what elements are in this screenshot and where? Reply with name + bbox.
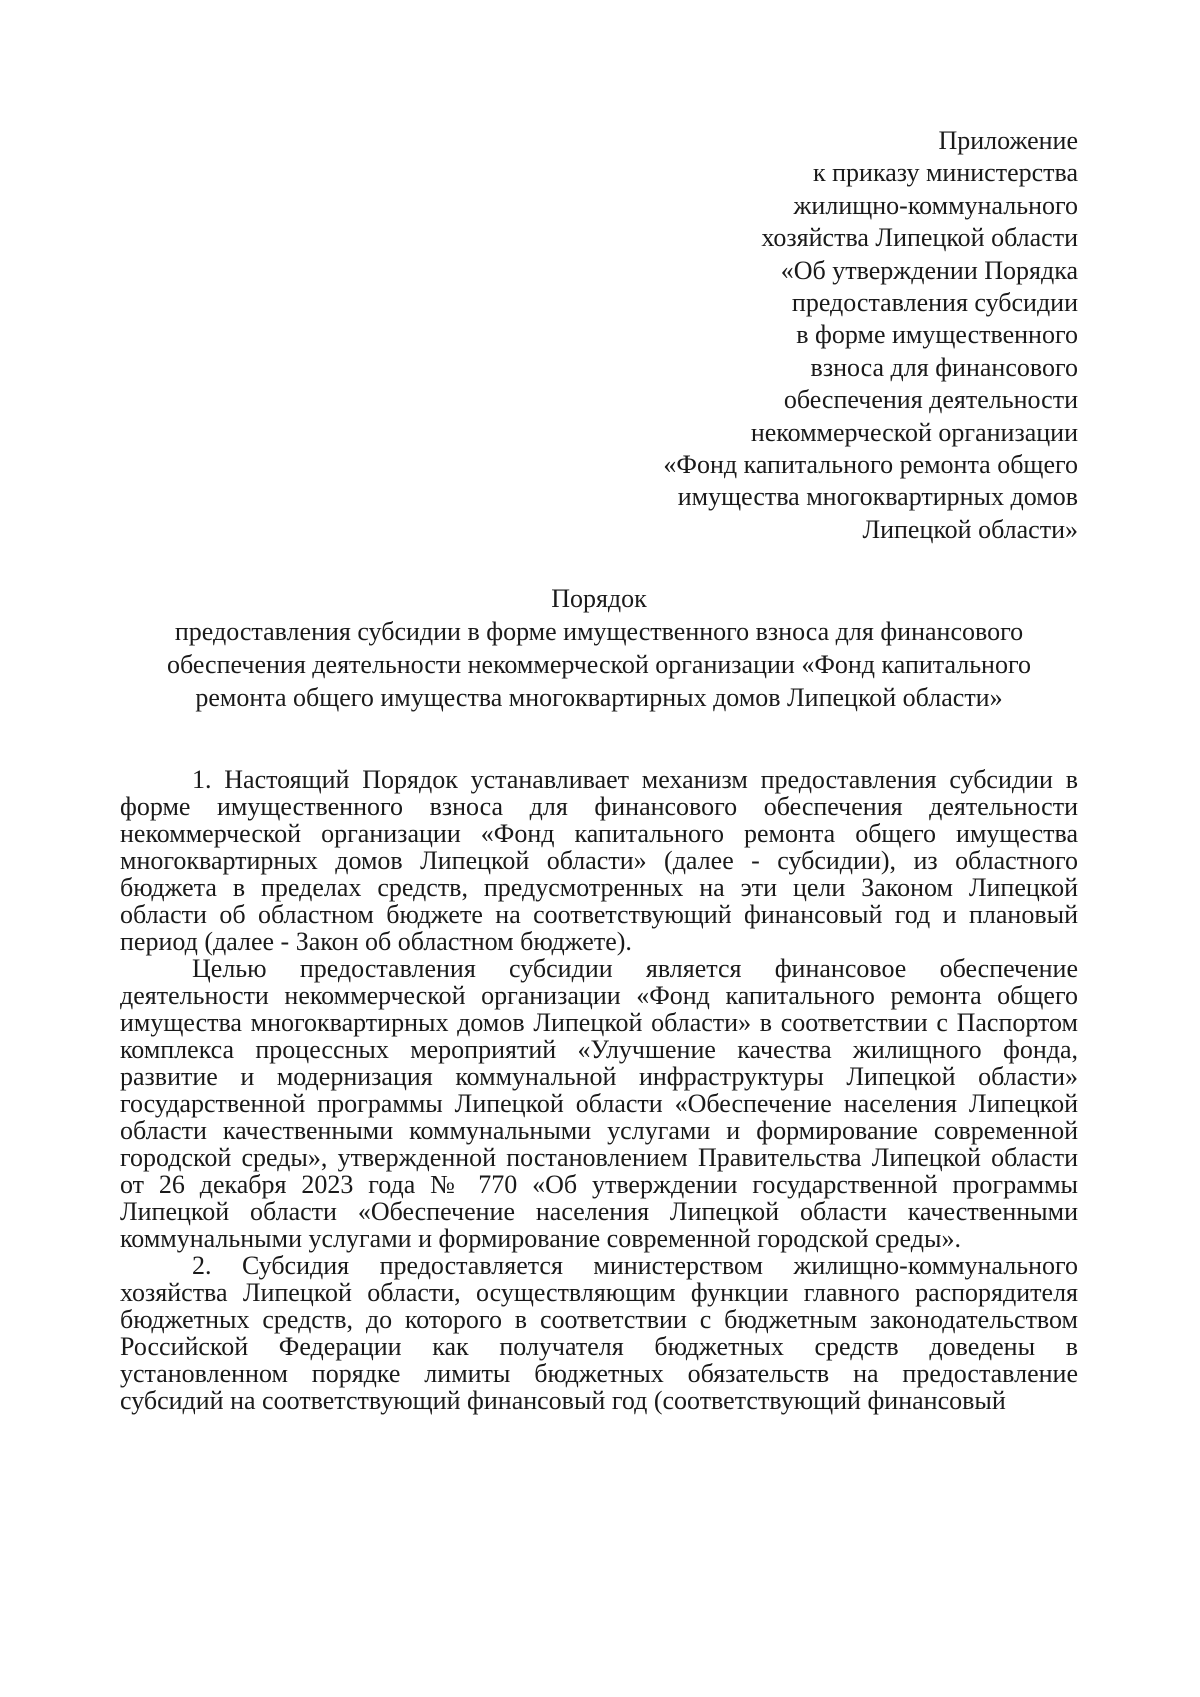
appendix-line: «Об утверждении Порядка: [780, 255, 1078, 285]
appendix-block: [558, 125, 1078, 546]
document-title: [120, 582, 1078, 714]
appendix-line: к приказу министерства: [813, 158, 1078, 188]
paragraph-1: 1. Настоящий Порядок устанавливает механизм предоставления субсидии в форме имущественного взноса для финансового обеспечения деятельности некоммерческой организации «Фонд капитального ремонта общего имущества многоквартирных домов Липецкой области» (далее - субсидии), из областного бюджета в пределах средств, предусмотренных на эти цели Законом Липецкой области об областном бюджете на соответствующий финансовый год и плановый период (далее - Закон об областном бюджете).: [120, 765, 1078, 956]
appendix-line: «Фонд капитального ремонта общего: [663, 450, 1078, 480]
title-line: обеспечения деятельности некоммерческой организации «Фонд капитального: [166, 650, 1031, 679]
appendix-line: жилищно-коммунального: [793, 190, 1078, 220]
title-line: ремонта общего имущества многоквартирных домов Липецкой области»: [195, 683, 1003, 712]
appendix-line: имущества многоквартирных домов: [677, 482, 1078, 512]
appendix-line: Приложение: [938, 126, 1078, 155]
paragraph-2: 2. Субсидия предоставляется министерством жилищно-коммунального хозяйства Липецкой области, осуществляющим функции главного распорядителя бюджетных средств, до которого в соответствии с бюджетным законодательством Российской Федерации как получателя бюджетных средств доведены в установленном порядке лимиты бюджетных обязательств на предоставление субсидий на соответствующий финансовый год (соответствующий финансовый: [120, 1251, 1078, 1415]
appendix-line: Липецкой области»: [862, 514, 1078, 544]
paragraph-purpose: Целью предоставления субсидии является финансовое обеспечение деятельности некоммерческой организации «Фонд капитального ремонта общего имущества многоквартирных домов Липецкой области» в соответствии с Паспортом комплекса процессных мероприятий «Улучшение качества жилищного фонда, развитие и модернизация коммунальной инфраструктуры Липецкой области» государственной программы Липецкой области «Обеспечение населения Липецкой области качественными коммунальными услугами и формирование современной городской среды», утвержденной постановлением Правительства Липецкой области от 26 декабря 2023 года № 770 «Об утверждении государственной программы Липецкой области «Обеспечение населения Липецкой области качественными коммунальными услугами и формирование современной городской среды».: [120, 954, 1078, 1253]
document-body: [120, 766, 1078, 1414]
appendix-line: предоставления субсидии: [791, 288, 1078, 318]
appendix-line: в форме имущественного: [796, 320, 1078, 350]
appendix-line: хозяйства Липецкой области: [761, 223, 1078, 253]
title-heading: Порядок: [551, 584, 647, 613]
appendix-line: обеспечения деятельности: [783, 385, 1078, 415]
appendix-line: некоммерческой организации: [750, 417, 1078, 447]
appendix-line: взноса для финансового: [810, 352, 1078, 382]
title-line: предоставления субсидии в форме имущественного взноса для финансового: [174, 617, 1024, 646]
